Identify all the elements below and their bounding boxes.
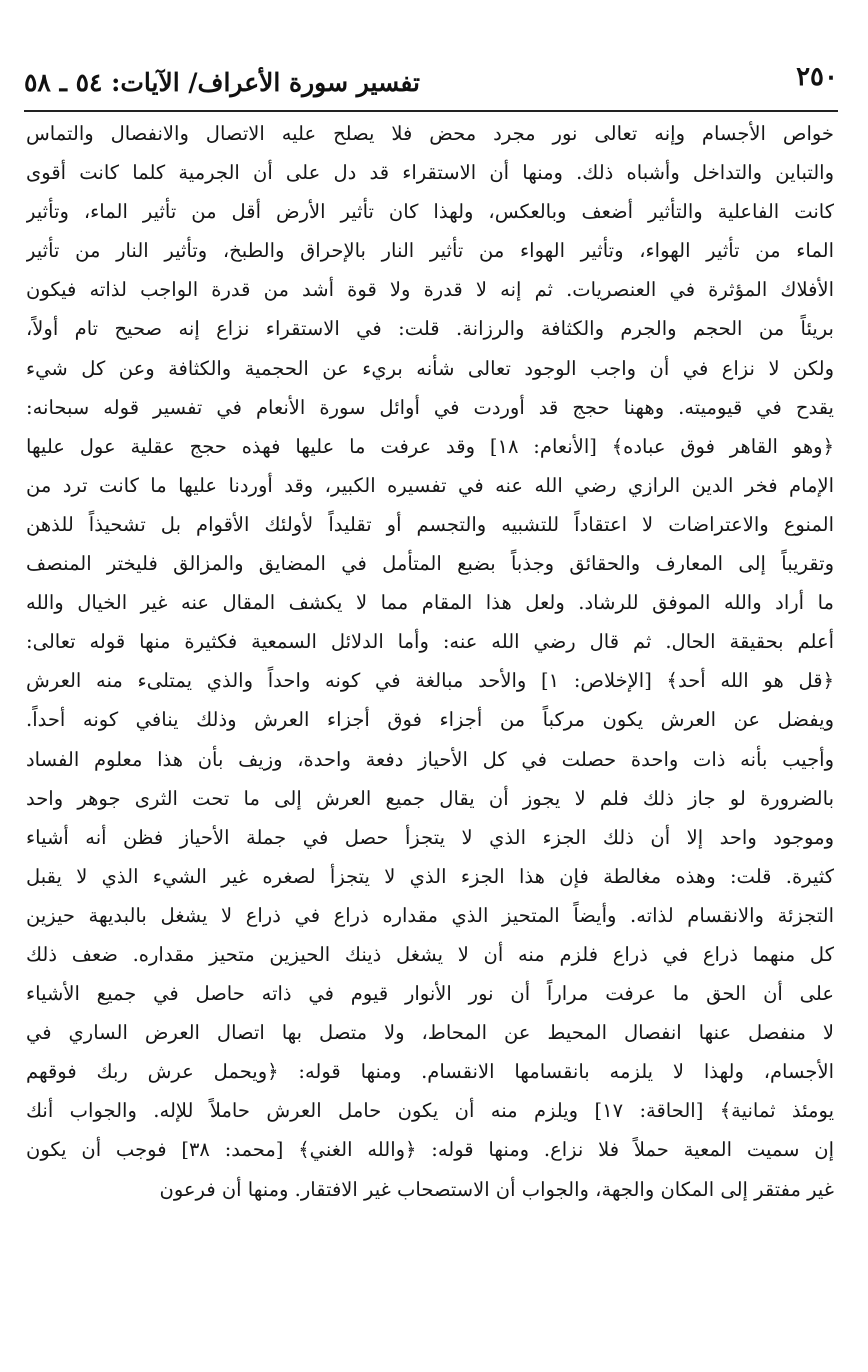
body-text — [26, 114, 834, 1209]
text-line: على أن الحق ما عرفت مراراً أن نور الأنوار قيوم في ذاته حاصل في جميع الأشياء — [26, 982, 834, 1006]
text-line: بريئاً من الحجم والجرم والكثافة والرزانة. قلت: في الاستقراء نزاع إنه صحيح تام أولاً، — [26, 317, 834, 341]
text-line: التجزئة والانقسام لذاته. وأيضاً المتحيز الذي مقداره ذراع في ذراع لا يشغل بالبديهة حيزين — [26, 903, 834, 927]
text-line: الماء من تأثير الهواء، وتأثير الهواء من تأثير النار بالإحراق والطبخ، وتأثير النار من تأثير — [26, 239, 834, 263]
text-line: والتباين والتداخل وأشباه ذلك. ومنها أن الاستقراء قد دل على أن الجرمية كلما كانت أقوى — [26, 161, 834, 185]
text-line: وأجيب بأنه ذات واحدة حصلت في كل الأحياز دفعة واحدة، وزيف بأن هذا معلوم الفساد — [26, 747, 834, 771]
text-line: خواص الأجسام وإنه تعالى نور مجرد محض فلا يصلح عليه الاتصال والانفصال والتماس — [26, 122, 834, 145]
text-line: يومئذ ثمانية﴾ [الحاقة: ١٧] ويلزم منه أن يكون حامل العرش حاملاً للإله. والجواب أنك — [26, 1099, 834, 1123]
header-divider — [24, 110, 838, 112]
text-line: كثيرة. قلت: وهذه مغالطة فإن هذا الجزء الذي لا يتجزأ لصغره غير الشيء الذي لا يقبل — [26, 864, 834, 888]
text-line: غير مفتقر إلى المكان والجهة، والجواب أن الاستصحاب غير الافتقار. ومنها أن فرعون — [159, 1177, 834, 1201]
running-title: تفسير سورة الأعراف/ الآيات: ٥٤ ـ ٥٨ — [24, 68, 420, 97]
text-line: المنوع والاعتراضات لا اعتقاداً للتشبيه والتجسم أو تقليداً لأولئك الأقوام بل تشحيذاً للذهن — [26, 512, 834, 536]
text-line: ﴿قل هو الله أحد﴾ [الإخلاص: ١] والأحد مبالغة في كونه واحداً والذي يمتلىء منه العرش — [26, 669, 834, 693]
text-line: وتقريباً إلى المعارف والحقائق وجذباً بضبع المتأمل في المضايق والمزالق فليختر المنصف — [26, 552, 834, 576]
text-line: الأفلاك المؤثرة في العنصريات. ثم إنه لا قدرة ولا قوة أشد من قدرة الواجب لذاته فيكون — [26, 278, 834, 302]
text-line: لا منفصل عنها انفصال المحيط عن المحاط، ولا متصل بها اتصال العرض الساري في — [26, 1021, 834, 1045]
text-line: إن سميت المعية حملاً فلا نزاع. ومنها قوله: ﴿والله الغني﴾ [محمد: ٣٨] فوجب أن يكون — [26, 1138, 834, 1162]
text-line: كل منهما ذراع في ذراع فلزم منه أن لا يشغل ذينك الحيزين متحيز مقداره. ضعف ذلك — [26, 942, 834, 966]
text-line: بالضرورة لو جاز ذلك فلم لا يجوز أن يقال جميع العرش إلى ما تحت الثرى جوهر واحد — [26, 786, 834, 810]
text-line: ما أراد والله الموفق للرشاد. ولعل هذا المقام مما لا يكشف المقال عنه غير الخيال والله — [26, 591, 834, 615]
text-line: وموجود واحد إلا أن ذلك الجزء الذي لا يتجزأ حصل في جملة الأحياز فظن أنه أشياء — [26, 825, 834, 849]
text-line: يقدح في قيوميته. وههنا حجج قد أوردت في أوائل سورة الأنعام في تفسير قوله سبحانه: — [26, 395, 834, 419]
text-line: الإمام فخر الدين الرازي رضي الله عنه في تفسيره الكبير، وقد أوردنا عليها ما كانت ترد من — [26, 473, 834, 497]
text-line: ﴿وهو القاهر فوق عباده﴾ [الأنعام: ١٨] وقد عرفت ما عليها فهذه حجج عقلية عول عليها — [26, 434, 834, 458]
text-line: ولكن لا نزاع في أن واجب الوجود تعالى شأنه بريء عن الحجمية والكثافة وعن كل شيء — [26, 356, 834, 380]
text-line: كانت الفاعلية والتأثير أضعف وبالعكس، ولهذا كان تأثير الأرض أقل من تأثير الماء، وتأثير — [26, 200, 834, 224]
text-line: الأجسام، ولهذا لا يلزمه بانقسامها الانقسام. ومنها قوله: ﴿ويحمل عرش ربك فوقهم — [26, 1060, 834, 1084]
page-header — [24, 62, 838, 108]
text-line: أعلم بحقيقة الحال. ثم قال رضي الله عنه: وأما الدلائل السمعية فكثيرة منها قوله تعالى: — [26, 630, 834, 654]
page-number: ٢٥٠ — [796, 62, 838, 92]
text-line: ويفضل عن العرش يكون مركباً من أجزاء فوق أجزاء العرش وذلك ينافي كونه أحداً. — [26, 708, 834, 732]
